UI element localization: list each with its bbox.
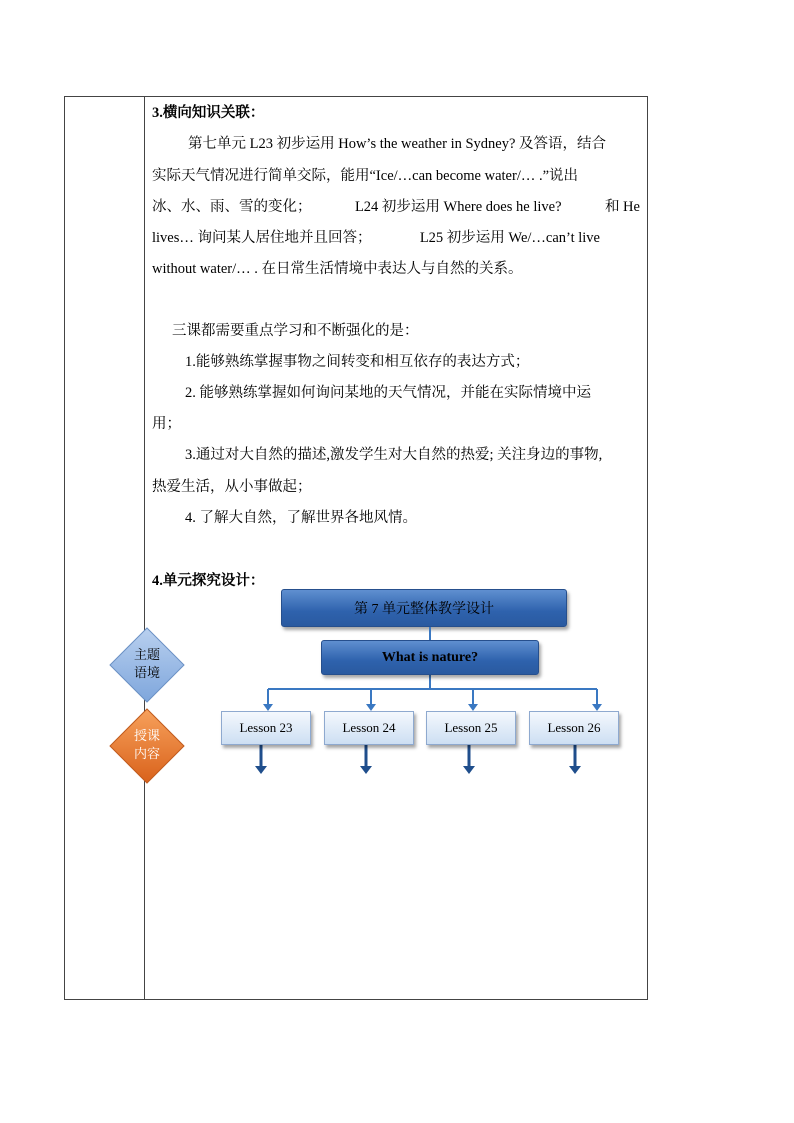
theme-label-line1: 主题 <box>133 648 160 663</box>
nature-question: What is nature? <box>381 649 479 665</box>
lesson-23-label: Lesson 23 <box>239 720 293 735</box>
intro-line: 三课都需要重点学习和不断强化的是： <box>172 323 419 339</box>
point-2-cont: 用； <box>152 416 181 432</box>
table-frame <box>64 96 648 1000</box>
lesson-26-box <box>529 711 619 745</box>
flowchart-connectors <box>65 97 649 1001</box>
lesson-25-box <box>426 711 516 745</box>
unit-design-title: 第 7 单元整体教学设计 <box>354 602 494 617</box>
nature-question-box <box>321 640 539 675</box>
point-3-cont: 热爱生活，从小事做起； <box>152 479 312 495</box>
lesson-24-label: Lesson 24 <box>342 720 396 735</box>
para-line-1: 第七单元 L23 初步运用 How’s the weather in Sydney? 及答语，结合 <box>188 136 607 152</box>
point-2: 2. 能够熟练掌握如何询问某地的天气情况，并能在实际情境中运 <box>185 385 591 401</box>
para-line-5: without water/… . 在日常生活情境中表达人与自然的关系。 <box>152 261 523 277</box>
content-label-line1: 授课 <box>133 729 160 744</box>
section4-heading: 4.单元探究设计： <box>152 573 265 589</box>
point-3: 3.通过对大自然的描述,激发学生对大自然的热爱; 关注身边的事物, <box>185 447 603 463</box>
theme-label-line2: 语境 <box>133 666 160 681</box>
para-line-3: 冰、水、雨、雪的变化； L24 初步运用 Where does he live? 和 He <box>152 199 640 215</box>
point-1: 1.能够熟练掌握事物之间转变和相互依存的表达方式； <box>185 354 530 370</box>
para-line-4: lives… 询问某人居住地并且回答； L25 初步运用 We/…can’t live <box>152 230 600 246</box>
lesson-26-label: Lesson 26 <box>547 720 601 735</box>
para-line-2: 实际天气情况进行简单交际，能用“Ice/…can become water/… .”说出 <box>152 168 579 184</box>
lesson-23-box <box>221 711 311 745</box>
point-4: 4. 了解大自然，了解世界各地风情。 <box>185 510 417 526</box>
section3-heading: 3.横向知识关联： <box>152 105 265 121</box>
lesson-24-box <box>324 711 414 745</box>
lesson-25-label: Lesson 25 <box>444 720 498 735</box>
content-label-line2: 内容 <box>133 747 160 762</box>
